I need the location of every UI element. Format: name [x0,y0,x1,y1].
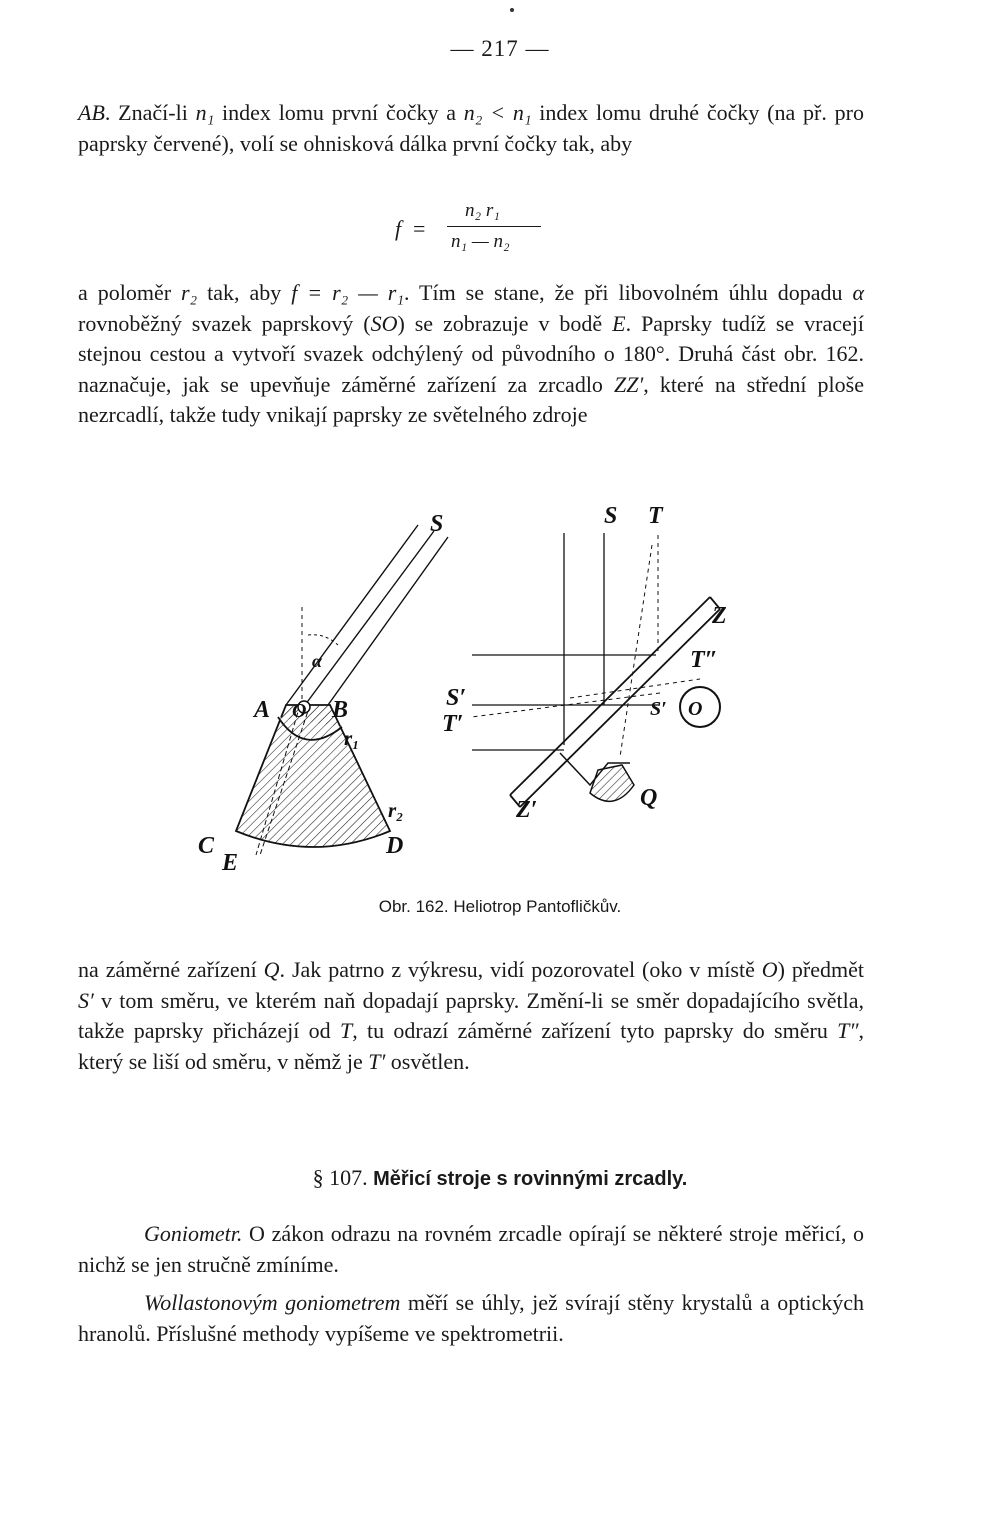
wollaston-paragraph: Wollastonovým goniometrem měří se úhly, jež svírají stěny krystalů a optických hranolů. Příslušné methody vypíšeme ve spektrometrii. [78,1290,864,1346]
fraction-bar [447,226,541,227]
intro-paragraph: AB. Značí-li n₁ index lomu první čočky a n₂ < n₁ index lomu druhé čočky (na př. pro paprsky červené), volí se ohnisková dálka první čočky tak, aby [78,100,864,156]
label-d: D [386,833,404,859]
formula-lhs: f [395,216,402,241]
label-r1: r₁ [344,726,360,750]
dashed-ray-t-double [570,679,700,698]
label-alpha: α [312,651,322,671]
label-t-double: T″ [690,647,718,673]
label-q: Q [640,785,658,811]
label-t-right: T [648,503,663,529]
incident-ray-2 [305,531,434,705]
after-formula-paragraph: a poloměr r₂ tak, aby f = r₂ — r₁. Tím se stane, že při libovolném úhlu dopadu α rovnoběžný svazek paprskový (SO) se zobrazuje v bodě E. Paprsky tudíž se vracejí stejnou cestou a vytvoří svazek odchýlený od původního o 180°. Druhá část obr. 162. naznačuje, jak se upevňuje záměrné zařízení za zrcadlo ZZ′, které na střední ploše nezrcadlí, takže tudy vnikají paprsky ze světelného zdroje [78,280,864,427]
formula-numerator: n₂ r₁ [465,200,500,221]
label-e: E [222,850,239,876]
goniometr-paragraph: Goniometr. O zákon odrazu na rovném zrcadle opírají se některé stroje měřicí, o nichž se jen stručně zmíníme. [78,1221,864,1277]
continuation-paragraph: na záměrné zařízení Q. Jak patrno z výkresu, vidí pozorovatel (oko v místě O) předmět S′ v tom směru, ve kterém naň dopadají paprsky. Změní-li se směr dopadajícího světla, takže paprsky přicházejí od T, tu odrazí záměrné zařízení tyto paprsky do směru T″, který se liší od směru, v němž je T′ osvětlen. [78,957,865,1074]
label-s-left: S [430,511,444,537]
label-a: A [254,697,271,723]
formula-equals: = [413,216,426,241]
label-r2: r₂ [388,798,404,822]
label-o-right: O [688,698,703,720]
sighting-lens-q [590,765,634,801]
lens-sector-diagram [198,511,448,876]
incident-ray-3 [328,537,448,705]
mirror-front [510,597,710,795]
label-s-right: S [604,503,618,529]
label-z: Z [712,603,727,629]
section-title: Měřicí stroje s rovinnými zrcadly. [373,1168,688,1190]
label-s-prime-left: S′ [446,685,467,711]
page-number: — 217 — [450,36,550,61]
label-t-prime-left: T′ [442,711,464,737]
label-b: B [332,697,349,723]
ray-t-dashed [620,545,652,757]
label-o-left: O [292,700,307,722]
heliotrope-figure [190,495,750,885]
mirror-diagram [442,503,727,823]
incident-ray-1 [286,525,418,705]
focal-length-formula [395,198,555,268]
label-z-prime: Z′ [516,797,538,823]
figure-caption: Obr. 162. Heliotrop Pantofličkův. [378,897,622,916]
section-heading [0,1165,1000,1191]
formula-denominator: n₁ — n₂ [451,231,510,252]
label-c: C [198,833,215,859]
label-s-prime-right: S′ [650,698,667,720]
print-speck [510,8,514,12]
section-number: § 107. [312,1165,368,1190]
